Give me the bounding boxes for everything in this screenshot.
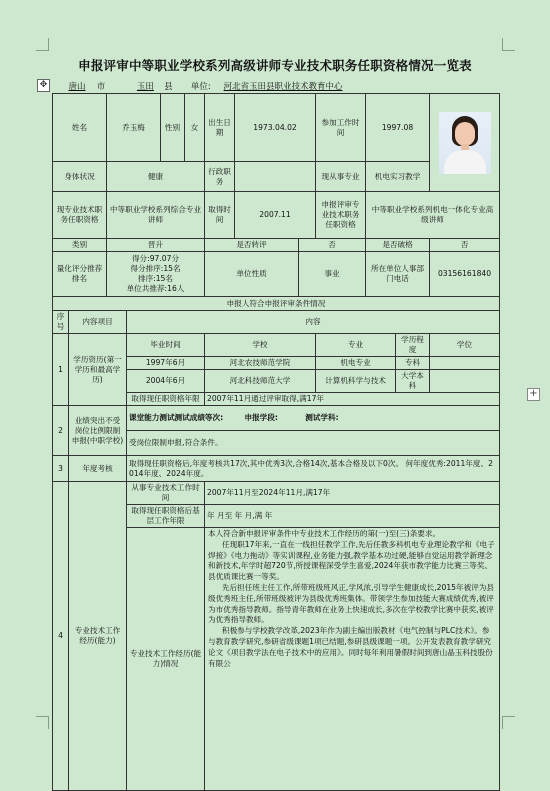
apply-title-value[interactable]: 中等职业学校系列机电一体化专业高级讲师: [366, 192, 500, 239]
transfer-value[interactable]: 否: [299, 239, 366, 252]
cond3-text: 取得现任职资格后,年度考核共17次,其中优秀3次,合格14次,基本合格及以下0次。 何年度优秀:2011年度、2014年度、2024年度。: [127, 456, 500, 482]
score-value: 得分:97.07分: [131, 254, 180, 263]
obtain-time-value[interactable]: 2007.11: [235, 192, 316, 239]
edu-row1-school[interactable]: 河北农技师范学院: [205, 357, 316, 370]
edu-row2-time[interactable]: 2004年6月: [127, 370, 205, 393]
photo-cell: [430, 94, 500, 192]
edu-row2-school[interactable]: 河北科技师范大学: [205, 370, 316, 393]
experience-label: 专业技术工作经历(能力)情况: [127, 528, 205, 791]
admin-post-label: 行政职务: [205, 162, 235, 192]
health-label: 身体状况: [53, 162, 107, 192]
edu-row2-level[interactable]: 大学本科: [396, 370, 430, 393]
table-row: [53, 252, 500, 297]
work-start-label: 参加工作时间: [316, 94, 366, 162]
table-row: [53, 456, 500, 482]
experience-paragraph: 先后担任班主任工作,所带班级班风正,学风浓,引导学生健康成长,2015年被评为县级优秀班主任,所带班级被评为县级优秀班集体。带领学生参加技能大赛成绩优秀,被评为市优秀指导教师。指导青年教师在业务上快速成长,多次在学校教学比赛中获奖,被评为优秀指导教师。: [208, 582, 494, 625]
table-row: [53, 311, 500, 334]
obtain-time-label: 取得时间: [205, 192, 235, 239]
edu-col-school: 学校: [205, 334, 316, 357]
cond2-label: 业绩突出不受岗位比例限制申报(中职学校): [69, 406, 127, 456]
edu-col-grad-time: 毕业时间: [127, 334, 205, 357]
edu-row1-degree[interactable]: [430, 357, 500, 370]
gender-label: 性别: [161, 94, 185, 162]
current-title-value[interactable]: 中等职业学校系列综合专业讲师: [107, 192, 205, 239]
rank-value: 排序:15名: [137, 274, 173, 283]
edu-row1-major[interactable]: 机电专业: [316, 357, 396, 370]
edu-row1-level[interactable]: 专科: [396, 357, 430, 370]
conditions-header: 申报人符合申报评审条件情况: [53, 297, 500, 311]
table-move-handle-icon[interactable]: ✥: [37, 79, 50, 92]
edu-row1-time[interactable]: 1997年6月: [127, 357, 205, 370]
name-label: 姓名: [53, 94, 107, 162]
unit-label: 单位:: [190, 82, 211, 92]
category-label: 类别: [53, 239, 107, 252]
col-no-header: 序号: [53, 311, 69, 334]
edu-row2-major[interactable]: 计算机科学与技术: [316, 370, 396, 393]
table-row: [53, 239, 500, 252]
experience-paragraph: 积极参与学校教学改革,2023年作为副主编出版教材《电气控制与PLC技术》。参与教育教学研究,参研省级课题1项已结题,参研县级课题一项。公开发表教育教学研究论文《项目教学法在电子技术中的应用》。同时每年利用暑假时间到唐山晶玉科技股份有限公: [208, 626, 493, 668]
table-row: [53, 297, 500, 311]
cond2-text: 受岗位限制申报,符合条件。: [127, 431, 500, 456]
cond3-no: 3: [53, 456, 69, 482]
cond1-no: 1: [53, 334, 69, 406]
table-row: [53, 334, 500, 357]
table-row: [53, 406, 500, 431]
crop-mark-bottom-right: [502, 716, 515, 729]
city-value: 唐山: [68, 82, 86, 92]
health-value[interactable]: 健康: [107, 162, 205, 192]
unit-recommend-value: 单位共推荐:16人: [126, 284, 185, 293]
grassroots-years-label: 取得现任职资格后基层工作年限: [127, 505, 205, 528]
cond1-label: 学历资历(第一学历和最高学历): [69, 334, 127, 406]
county-value: 玉田: [136, 82, 154, 92]
prev-title-years-label: 取得现任职资格年限: [127, 393, 205, 406]
cond2-no: 2: [53, 406, 69, 456]
edu-col-level: 学历程度: [396, 334, 430, 357]
category-value[interactable]: 晋升: [107, 239, 205, 252]
admin-post-value[interactable]: [235, 162, 316, 192]
break-rule-label: 是否破格: [366, 239, 430, 252]
edu-col-degree: 学位: [430, 334, 500, 357]
add-row-icon[interactable]: +: [527, 388, 540, 401]
quant-label: 量化评分推荐排名: [53, 252, 107, 297]
engaged-major-label: 现从事专业: [316, 162, 366, 192]
table-row: [53, 192, 500, 239]
experience-paragraph: 本人符合新申报评审条件中专业技术工作经历的第(一)至(三)条要求。: [208, 529, 441, 538]
crop-mark-top-left: [36, 38, 49, 51]
apply-title-label: 申报评审专业技术职务任职资格: [316, 192, 366, 239]
table-row: [53, 94, 500, 162]
crop-mark-bottom-left: [36, 716, 49, 729]
unit-nature-value[interactable]: 事业: [299, 252, 366, 297]
prev-title-years-value[interactable]: 2007年11月通过评审取得,满17年: [205, 393, 500, 406]
experience-paragraph: 任现职17年来,一直在一线担任教学工作,先后任教多科机电专业理论教学和《电子焊接》《电力拖动》等实训课程,业务能力强,教学基本功过硬,能够自觉运用教学新理念和新技术,年学时超720节,所授课程深受学生喜爱,2024年获市教学能力比赛三等奖、县优质课比赛一等奖。: [208, 539, 495, 582]
cond4-label: 专业技术工作经历(能力): [69, 482, 127, 791]
col-content-header: 内容: [127, 311, 500, 334]
header-unit-line: [60, 80, 343, 92]
birth-label: 出生日期: [205, 94, 235, 162]
hr-phone-value[interactable]: 03156161840: [430, 252, 500, 297]
engaged-major-value[interactable]: 机电实习教学: [366, 162, 430, 192]
unit-value: 河北省玉田县职业技术教育中心: [223, 82, 343, 92]
table-row: [53, 482, 500, 505]
edu-col-major: 专业: [316, 334, 396, 357]
col-item-header: 内容项目: [69, 311, 127, 334]
grassroots-years-value[interactable]: 年 月至 年 月,满 年: [205, 505, 500, 528]
name-value[interactable]: 乔玉梅: [107, 94, 161, 162]
city-suffix: 市: [96, 82, 106, 92]
hr-phone-label: 所在单位人事部门电话: [366, 252, 430, 297]
score-cell: [107, 252, 205, 297]
test-subject-label: 测试学科:: [305, 413, 339, 422]
current-title-label: 现专业技术职务任职资格: [53, 192, 107, 239]
cond3-label: 年度考核: [69, 456, 127, 482]
crop-mark-top-right: [502, 38, 515, 51]
unit-nature-label: 单位性质: [205, 252, 299, 297]
applicant-photo: [439, 112, 491, 174]
county-suffix: 县: [164, 82, 173, 92]
work-start-value[interactable]: 1997.08: [366, 94, 430, 162]
rank-score-value: 得分排序:15名: [130, 264, 181, 273]
page-title: 申报评审中等职业学校系列高级讲师专业技术职务任职资格情况一览表: [78, 58, 472, 73]
qualification-table: [52, 93, 500, 791]
birth-value[interactable]: 1973.04.02: [235, 94, 316, 162]
work-time-value[interactable]: 2007年11月至2024年11月,满17年: [205, 482, 500, 505]
test-result-line: [127, 406, 500, 431]
cond4-no: 4: [53, 482, 69, 791]
apply-stage-label: 申报学段:: [244, 413, 278, 422]
transfer-label: 是否转评: [205, 239, 299, 252]
edu-row2-degree[interactable]: [430, 370, 500, 393]
work-time-label: 从事专业技术工作时间: [127, 482, 205, 505]
experience-content: [205, 528, 500, 791]
test-grade-label: 课堂能力测试测试成绩等次:: [129, 413, 224, 422]
gender-value[interactable]: 女: [185, 94, 205, 162]
break-rule-value[interactable]: 否: [430, 239, 500, 252]
